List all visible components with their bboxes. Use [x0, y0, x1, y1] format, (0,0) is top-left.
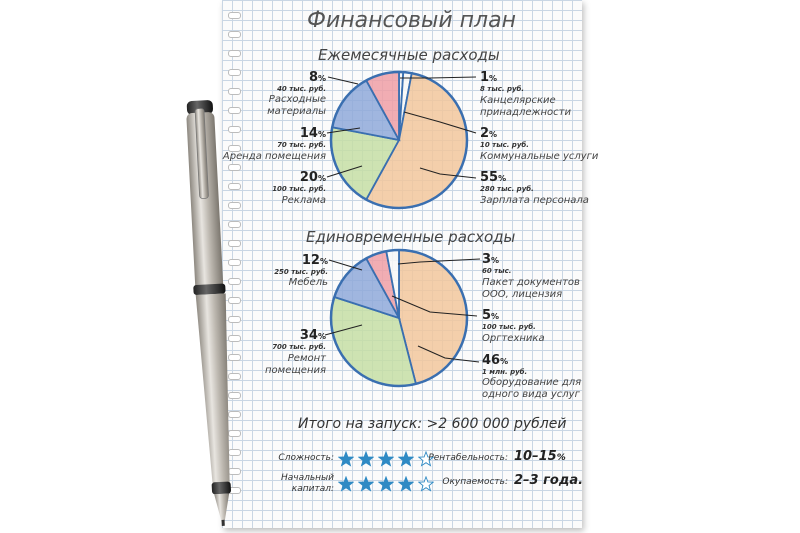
- label-pct-2: 2%: [480, 126, 498, 141]
- label-amt-55: 280 тыс. руб.: [480, 185, 534, 193]
- label-amt-3: 60 тыс.: [482, 267, 512, 275]
- label-pct-12: 12%: [301, 253, 328, 268]
- label-name-3b: ООО, лицензия: [482, 289, 563, 300]
- profitability-label: Рентабельность:: [428, 453, 508, 463]
- filled-star-icon: [398, 476, 414, 492]
- filled-star-icon: [358, 451, 374, 467]
- label-amt-5: 100 тыс. руб.: [482, 323, 536, 331]
- label-name-8a: Расходные: [268, 94, 326, 105]
- label-name-1b: принадлежности: [480, 107, 571, 118]
- monthly-chart-title: Ежемесячные расходы: [318, 46, 500, 64]
- label-name-20: Реклама: [281, 195, 326, 206]
- payback-value: 2–3 года.: [514, 473, 584, 488]
- profitability-value: 10–15%: [514, 449, 566, 464]
- label-amt-12: 250 тыс. руб.: [274, 268, 328, 276]
- label-amt-46: 1 млн. руб.: [482, 368, 528, 376]
- label-pct-8: 8%: [308, 70, 326, 85]
- label-name-46b: одного вида услуг: [482, 389, 580, 400]
- filled-star-icon: [338, 476, 354, 492]
- capital-label-a: Начальный: [280, 473, 334, 483]
- label-name-34b: помещения: [265, 365, 326, 376]
- label-pct-3: 3%: [482, 252, 500, 267]
- label-pct-14: 14%: [299, 126, 326, 141]
- label-pct-55: 55%: [480, 170, 507, 185]
- label-name-8b: материалы: [267, 106, 326, 117]
- label-pct-1: 1%: [480, 70, 498, 85]
- label-amt-8: 40 тыс. руб.: [277, 85, 326, 93]
- label-amt-14: 70 тыс. руб.: [277, 141, 326, 149]
- total-label: Итого на запуск:: [298, 416, 423, 432]
- label-name-46a: Оборудование для: [482, 377, 582, 388]
- label-name-55: Зарплата персонала: [480, 195, 589, 206]
- total-line: [298, 416, 566, 432]
- label-name-12: Мебель: [288, 277, 328, 288]
- total-value: >2 600 000 рублей: [426, 416, 567, 432]
- filled-star-icon: [338, 451, 354, 467]
- label-name-3a: Пакет документов: [482, 277, 580, 288]
- label-name-14: Аренда помещения: [222, 151, 326, 162]
- label-pct-5: 5%: [482, 308, 500, 323]
- label-amt-34: 700 тыс. руб.: [272, 343, 326, 351]
- label-pct-34: 34%: [299, 328, 326, 343]
- filled-star-icon: [358, 476, 374, 492]
- label-name-2: Коммунальные услуги: [480, 151, 599, 162]
- label-amt-2: 10 тыс. руб.: [480, 141, 529, 149]
- label-pct-20: 20%: [299, 170, 326, 185]
- filled-star-icon: [398, 451, 414, 467]
- label-name-1a: Канцелярские: [480, 95, 556, 106]
- label-amt-1: 8 тыс. руб.: [480, 85, 525, 93]
- payback-label: Окупаемость:: [442, 477, 508, 487]
- capital-label-b: капитал:: [291, 484, 334, 494]
- label-pct-46: 46%: [482, 353, 509, 368]
- onetime-chart-title: Единовременные расходы: [306, 228, 516, 246]
- filled-star-icon: [378, 476, 394, 492]
- label-amt-20: 100 тыс. руб.: [272, 185, 326, 193]
- label-name-5: Оргтехника: [482, 333, 545, 344]
- page-title: Финансовый план: [307, 8, 516, 33]
- label-name-34a: Ремонт: [287, 353, 326, 364]
- filled-star-icon: [378, 451, 394, 467]
- complexity-label: Сложность:: [278, 453, 334, 463]
